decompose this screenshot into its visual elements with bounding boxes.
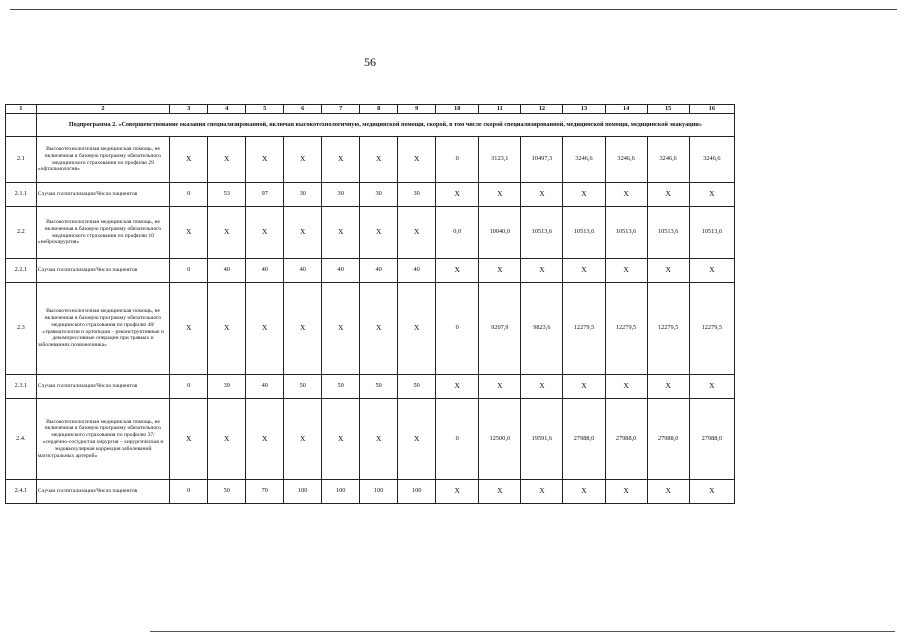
cell-value: 10513,6 xyxy=(605,207,647,259)
column-header: 9 xyxy=(398,105,436,114)
cell-value: 10497,3 xyxy=(521,137,563,183)
cell-value: 27988,0 xyxy=(605,399,647,480)
column-header: 11 xyxy=(479,105,521,114)
cell-value: 0 xyxy=(436,137,479,183)
bottom-rule xyxy=(150,631,895,632)
column-header: 12 xyxy=(521,105,563,114)
cell-value: X xyxy=(647,480,689,504)
table-row xyxy=(6,137,735,183)
cell-value: 0 xyxy=(170,259,208,283)
cell-value: X xyxy=(322,399,360,480)
cell-value: X xyxy=(689,375,734,399)
cell-value: 10513,6 xyxy=(647,207,689,259)
column-header: 14 xyxy=(605,105,647,114)
cell-value: 12279,5 xyxy=(647,283,689,375)
cell-value: 10513,6 xyxy=(521,207,563,259)
cell-value: 27988,0 xyxy=(563,399,605,480)
cell-value: X xyxy=(284,137,322,183)
row-number: 2.4. xyxy=(6,399,37,480)
cell-value: 97 xyxy=(246,183,284,207)
cell-value: 30 xyxy=(322,183,360,207)
cell-value: X xyxy=(521,259,563,283)
cell-value: X xyxy=(436,480,479,504)
cell-value: 40 xyxy=(246,375,284,399)
row-name: Высокотехнологичная медицинская помощь, не включенная в базовую программу обязательного медицинского страхования по профилю 48/ «травматология и ортопедия – реконструктивные и декомпрессивные операции при травмах и заболеваниях позвоночника» xyxy=(36,283,169,375)
cell-value: 9823,6 xyxy=(521,283,563,375)
cell-value: X xyxy=(605,259,647,283)
cell-value: X xyxy=(322,137,360,183)
cell-value: X xyxy=(521,480,563,504)
cell-value: X xyxy=(563,375,605,399)
row-name: Случаи госпитализации/Число пациентов xyxy=(36,259,169,283)
column-header: 8 xyxy=(360,105,398,114)
cell-value: X xyxy=(170,399,208,480)
top-rule xyxy=(10,9,897,10)
cell-value: 40 xyxy=(398,259,436,283)
cell-value: X xyxy=(605,183,647,207)
cell-value: 39 xyxy=(208,375,246,399)
cell-value: X xyxy=(360,207,398,259)
row-name: Высокотехнологичная медицинская помощь, не включенная в базовую программу обязательного медицинского страхования по профилю 29 «офтальмология» xyxy=(36,137,169,183)
cell-value: X xyxy=(521,375,563,399)
cell-value: 40 xyxy=(208,259,246,283)
cell-value: X xyxy=(208,399,246,480)
row-number: 2.2 xyxy=(6,207,37,259)
cell-value: 0 xyxy=(170,480,208,504)
cell-value: X xyxy=(246,137,284,183)
cell-value: 100 xyxy=(284,480,322,504)
column-header: 15 xyxy=(647,105,689,114)
cell-value: 0 xyxy=(170,183,208,207)
cell-value: 53 xyxy=(208,183,246,207)
column-header: 2 xyxy=(36,105,169,114)
cell-value: X xyxy=(246,283,284,375)
cell-value: X xyxy=(521,183,563,207)
cell-value: X xyxy=(170,283,208,375)
cell-value: X xyxy=(284,399,322,480)
cell-value: X xyxy=(360,399,398,480)
column-header: 1 xyxy=(6,105,37,114)
subprogram-title: Подпрограмма 2. «Совершенствование оказания специализированной, включая высокотехнологичную, медицинской помощи, скорой, в том числе скорой специализированной, медицинской помощи, медицинской эвакуации» xyxy=(36,114,734,137)
cell-value: 10040,0 xyxy=(479,207,521,259)
row-number: 2.3.1 xyxy=(6,375,37,399)
column-header: 4 xyxy=(208,105,246,114)
column-header: 3 xyxy=(170,105,208,114)
data-table xyxy=(5,104,735,504)
cell-value: X xyxy=(479,480,521,504)
cell-value: 3246,6 xyxy=(689,137,734,183)
cell-value: X xyxy=(322,283,360,375)
subprogram-empty-cell xyxy=(6,114,37,137)
cell-value: 12279,5 xyxy=(605,283,647,375)
cell-value: 50 xyxy=(398,375,436,399)
cell-value: X xyxy=(208,137,246,183)
cell-value: 0 xyxy=(170,375,208,399)
cell-value: X xyxy=(208,283,246,375)
cell-value: X xyxy=(398,399,436,480)
cell-value: X xyxy=(479,183,521,207)
cell-value: X xyxy=(605,480,647,504)
cell-value: 12279,5 xyxy=(689,283,734,375)
table-row xyxy=(6,480,735,504)
cell-value: X xyxy=(647,375,689,399)
cell-value: X xyxy=(479,259,521,283)
cell-value: 3246,6 xyxy=(647,137,689,183)
cell-value: 100 xyxy=(322,480,360,504)
row-name: Случаи госпитализации/Число пациентов xyxy=(36,480,169,504)
cell-value: X xyxy=(689,259,734,283)
cell-value: 40 xyxy=(246,259,284,283)
cell-value: X xyxy=(322,207,360,259)
cell-value: 19591,6 xyxy=(521,399,563,480)
cell-value: X xyxy=(284,283,322,375)
cell-value: 50 xyxy=(208,480,246,504)
row-name: Случаи госпитализации/Число пациентов xyxy=(36,183,169,207)
row-number: 2.1.1 xyxy=(6,183,37,207)
table-row xyxy=(6,259,735,283)
cell-value: 0,0 xyxy=(436,207,479,259)
cell-value: X xyxy=(563,480,605,504)
cell-value: 100 xyxy=(398,480,436,504)
row-number: 2.1 xyxy=(6,137,37,183)
table-row xyxy=(6,283,735,375)
cell-value: 50 xyxy=(322,375,360,399)
cell-value: 3246,6 xyxy=(605,137,647,183)
column-header: 5 xyxy=(246,105,284,114)
cell-value: X xyxy=(436,259,479,283)
column-header: 7 xyxy=(322,105,360,114)
cell-value: 50 xyxy=(360,375,398,399)
table-row xyxy=(6,399,735,480)
cell-value: X xyxy=(436,183,479,207)
cell-value: 10513,6 xyxy=(563,207,605,259)
cell-value: X xyxy=(246,207,284,259)
cell-value: 3123,1 xyxy=(479,137,521,183)
cell-value: 40 xyxy=(360,259,398,283)
column-header: 13 xyxy=(563,105,605,114)
cell-value: X xyxy=(398,207,436,259)
table-row xyxy=(6,183,735,207)
cell-value: 10513,6 xyxy=(689,207,734,259)
cell-value: X xyxy=(170,137,208,183)
cell-value: 30 xyxy=(398,183,436,207)
row-number: 2.4.1 xyxy=(6,480,37,504)
cell-value: X xyxy=(605,375,647,399)
cell-value: X xyxy=(563,259,605,283)
cell-value: X xyxy=(284,207,322,259)
cell-value: 40 xyxy=(284,259,322,283)
row-number: 2.3 xyxy=(6,283,37,375)
cell-value: X xyxy=(208,207,246,259)
table-row xyxy=(6,207,735,259)
cell-value: X xyxy=(479,375,521,399)
cell-value: 27988,0 xyxy=(689,399,734,480)
cell-value: X xyxy=(246,399,284,480)
cell-value: X xyxy=(360,283,398,375)
cell-value: 12279,5 xyxy=(563,283,605,375)
column-header: 16 xyxy=(689,105,734,114)
cell-value: 100 xyxy=(360,480,398,504)
row-name: Высокотехнологичная медицинская помощь, не включенная в базовую программу обязательного медицинского страхования по профилю 37/ «сердечно-сосудистая хирургия – хирургическая и эндоваскулярная коррекция заболеваний магистральных артерий» xyxy=(36,399,169,480)
cell-value: X xyxy=(689,183,734,207)
cell-value: X xyxy=(563,183,605,207)
subprogram-row xyxy=(6,114,735,137)
cell-value: 70 xyxy=(246,480,284,504)
cell-value: X xyxy=(398,283,436,375)
cell-value: X xyxy=(360,137,398,183)
column-header: 10 xyxy=(436,105,479,114)
cell-value: 27988,0 xyxy=(647,399,689,480)
cell-value: 30 xyxy=(284,183,322,207)
cell-value: X xyxy=(170,207,208,259)
cell-value: 0 xyxy=(436,399,479,480)
cell-value: X xyxy=(436,375,479,399)
cell-value: 9207,9 xyxy=(479,283,521,375)
table-row xyxy=(6,375,735,399)
page-number: 56 xyxy=(364,55,376,69)
cell-value: X xyxy=(647,183,689,207)
column-number-row xyxy=(6,105,735,114)
cell-value: 40 xyxy=(322,259,360,283)
cell-value: 0 xyxy=(436,283,479,375)
column-header: 6 xyxy=(284,105,322,114)
row-number: 2.2.1 xyxy=(6,259,37,283)
cell-value: 30 xyxy=(360,183,398,207)
row-name: Случаи госпитализации/Число пациентов xyxy=(36,375,169,399)
cell-value: X xyxy=(689,480,734,504)
row-name: Высокотехнологичная медицинская помощь, не включенная в базовую программу обязательного медицинского страхования по профилю 10 «нейрохирургия» xyxy=(36,207,169,259)
cell-value: X xyxy=(398,137,436,183)
cell-value: 12500,0 xyxy=(479,399,521,480)
cell-value: 50 xyxy=(284,375,322,399)
cell-value: 3246,6 xyxy=(563,137,605,183)
cell-value: X xyxy=(647,259,689,283)
